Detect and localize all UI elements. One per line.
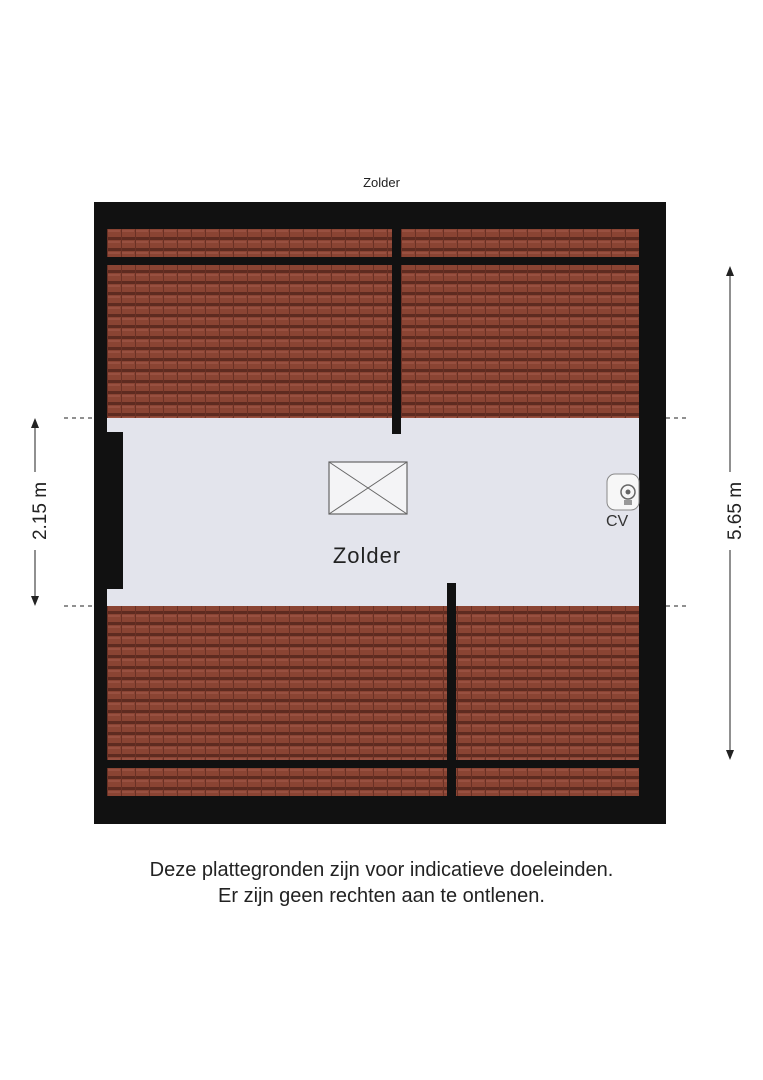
skylight-icon (329, 462, 407, 514)
boiler-label: CV (606, 513, 629, 530)
disclaimer-line-2: Er zijn geen rechten aan te ontlenen. (218, 885, 545, 907)
beam-top-vertical (392, 229, 401, 434)
left-wall-section (107, 432, 123, 589)
beam-bottom-horizontal (107, 760, 639, 768)
dimension-label-right: 5.65 m (725, 472, 747, 550)
room-label: Zolder (332, 543, 402, 568)
boiler-icon (607, 474, 639, 510)
dimension-label-left: 2.15 m (30, 472, 52, 550)
floor-title: Zolder (363, 175, 400, 190)
beam-bottom-vertical (447, 583, 456, 796)
disclaimer-line-1: Deze plattegronden zijn voor indicatieve doeleinden. (149, 859, 614, 881)
beam-top-horizontal (107, 257, 639, 265)
disclaimer (0, 857, 763, 909)
